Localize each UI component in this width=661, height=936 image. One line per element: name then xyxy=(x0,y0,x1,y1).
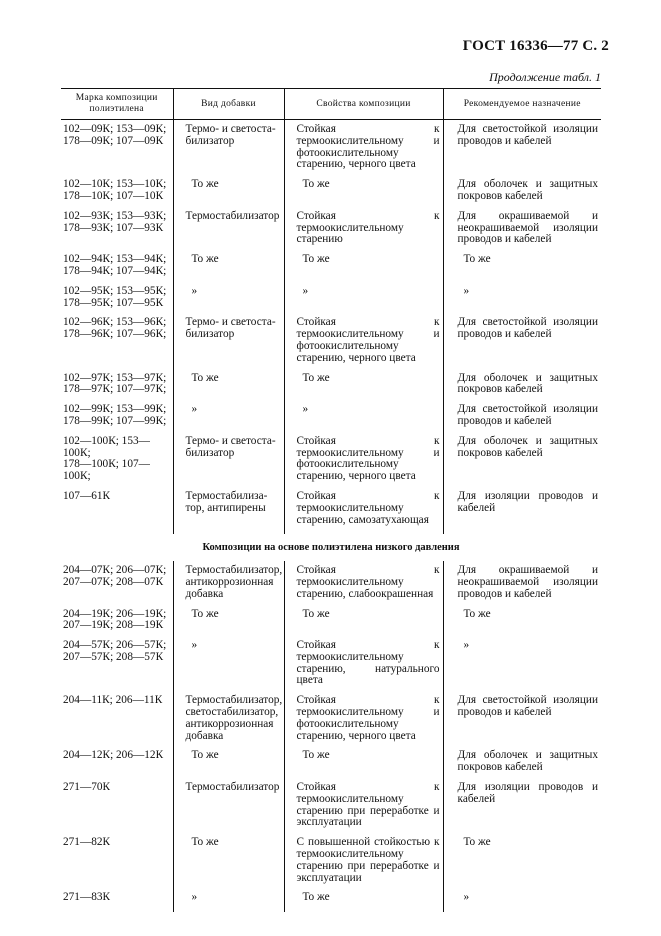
cell-additive: То же xyxy=(173,373,284,405)
cell-additive: То же xyxy=(173,179,284,211)
table-body-high-pressure xyxy=(61,120,601,535)
cell-grade: 102—99К; 153—99К; 178—99К; 107—99К; xyxy=(63,403,167,427)
cell-properties: То же xyxy=(284,254,443,286)
table-continuation-label: Продолжение табл. 1 xyxy=(489,70,601,84)
cell-properties: Стойкая к термоокислительному старению, натурального цвета xyxy=(284,640,443,695)
table-row xyxy=(61,837,601,892)
cell-additive: Термо- и светоста- билизатор xyxy=(173,436,284,491)
cell-properties: Стойкая к термоокислительному старению при переработке и эксплуатации xyxy=(284,782,443,837)
cell-use: Для изоляции проводов и кабелей xyxy=(443,782,601,837)
cell-properties: То же xyxy=(284,179,443,211)
cell-additive: То же xyxy=(173,750,284,782)
cell-additive: Термостабилизатор, светостабилизатор, антикоррозионная добавка xyxy=(173,695,284,750)
table-row xyxy=(61,404,601,436)
col-header-use: Рекомендуемое назначение xyxy=(443,89,601,120)
cell-additive: Термостабилизатор, антикоррозионная добавка xyxy=(173,561,284,608)
cell-properties: То же xyxy=(284,892,443,912)
cell-use: Для оболочек и защитных покровов кабелей xyxy=(443,179,601,211)
cell-grade: 102—09К; 153—09К; 178—09К; 107—09К xyxy=(63,123,167,147)
cell-grade: 204—07К; 206—07К; 207—07К; 208—07К xyxy=(63,564,167,588)
cell-grade: 102—10К; 153—10К; 178—10К; 107—10К xyxy=(63,178,167,202)
cell-additive: То же xyxy=(173,837,284,892)
cell-grade: 204—57К; 206—57К; 207—57К; 208—57К xyxy=(63,639,167,663)
cell-grade: 102—100К; 153—100К; 178—100К; 107—100К; xyxy=(63,434,150,483)
table-row xyxy=(61,491,601,534)
cell-properties: Стойкая к термоокислительному и фотоокислительному старению, черного цвета xyxy=(284,695,443,750)
cell-grade: 102—94К; 153—94К; 178—94К; 107—94К; xyxy=(63,253,167,277)
cell-use: То же xyxy=(443,254,601,286)
table-row xyxy=(61,782,601,837)
table-header-row xyxy=(61,89,601,120)
cell-grade: 102—97К; 153—97К; 178—97К; 107—97К; xyxy=(63,371,167,396)
cell-grade: 271—70К xyxy=(63,781,111,794)
cell-use: » xyxy=(443,892,601,912)
table-row xyxy=(61,373,601,405)
document-code: ГОСТ 16336—77 С. 2 xyxy=(462,38,609,54)
cell-grade: 271—83К xyxy=(63,891,111,904)
cell-properties: С повышенной стойкостью к термоокислительному старению при переработке и эксплуатации xyxy=(284,837,443,892)
cell-properties: То же xyxy=(284,373,443,405)
cell-properties: Стойкая к термоокислительному и фотоокислительному старению, черного цвета xyxy=(284,436,443,491)
table-row xyxy=(61,892,601,912)
table-row xyxy=(61,640,601,695)
cell-properties: Стойкая к термоокислительному и фотоокислительному старению, черного цвета xyxy=(284,120,443,180)
table-row xyxy=(61,561,601,608)
cell-properties: » xyxy=(284,404,443,436)
cell-use: То же xyxy=(443,837,601,892)
table-row xyxy=(61,179,601,211)
cell-grade: 102—95К; 153—95К; 178—95К; 107—95К xyxy=(63,284,167,309)
cell-additive: Термо- и светоста- билизатор xyxy=(173,120,284,180)
cell-properties: То же xyxy=(284,750,443,782)
col-header-additive: Вид добавки xyxy=(173,89,284,120)
cell-properties: Стойкая к термоокислительному старению xyxy=(284,211,443,254)
cell-additive: Термостабилиза- тор, антипирены xyxy=(173,491,284,534)
table-row xyxy=(61,254,601,286)
cell-grade: 102—93К; 153—93К; 178—93К; 107—93К xyxy=(63,209,167,234)
cell-properties: То же xyxy=(284,609,443,641)
cell-properties: » xyxy=(284,286,443,318)
cell-use: Для оболочек и защитных покровов кабелей xyxy=(443,436,601,491)
cell-use: Для светостойкой изоляции проводов и кабелей xyxy=(443,120,601,180)
cell-additive: То же xyxy=(173,254,284,286)
cell-properties: Стойкая к термоокислительному старению, самозатухающая xyxy=(284,491,443,534)
table-row xyxy=(61,211,601,254)
cell-use: Для окрашиваемой и неокрашиваемой изоляции проводов и кабелей xyxy=(443,561,601,608)
cell-use: Для светостойкой изоляции проводов и кабелей xyxy=(443,404,601,436)
col-header-properties: Свойства композиции xyxy=(284,89,443,120)
cell-grade: 204—12К; 206—12К xyxy=(63,749,164,762)
cell-additive: Термостабилизатор xyxy=(173,211,284,254)
cell-use: Для оболочек и защитных покровов кабелей xyxy=(443,750,601,782)
cell-properties: Стойкая к термоокислительному старению, слабоокрашенная xyxy=(284,561,443,608)
col-header-grade: Марка композиции полиэтилена xyxy=(61,89,173,120)
table-row xyxy=(61,609,601,641)
cell-additive: » xyxy=(173,286,284,318)
cell-additive: Термостабилизатор xyxy=(173,782,284,837)
table-row xyxy=(61,436,601,491)
cell-additive: » xyxy=(173,892,284,912)
cell-additive: » xyxy=(173,640,284,695)
cell-use: Для окрашиваемой и неокрашиваемой изоляции проводов и кабелей xyxy=(443,211,601,254)
cell-additive: » xyxy=(173,404,284,436)
cell-grade: 107—61К xyxy=(63,489,111,502)
table-row xyxy=(61,120,601,180)
cell-use: То же xyxy=(443,609,601,641)
cell-grade: 204—11К; 206—11К xyxy=(63,694,163,707)
table-row xyxy=(61,317,601,372)
section-title: Композиции на основе полиэтилена низкого давления xyxy=(202,542,460,554)
cell-use: Для оболочек и защитных покровов кабелей xyxy=(443,373,601,405)
cell-use: » xyxy=(443,640,601,695)
cell-grade: 204—19К; 206—19К; 207—19К; 208—19К xyxy=(63,607,167,632)
cell-grade: 102—96К; 153—96К; 178—96К; 107—96К; xyxy=(63,316,167,341)
cell-additive: То же xyxy=(173,609,284,641)
cell-use: » xyxy=(443,286,601,318)
table-row xyxy=(61,750,601,782)
composition-table xyxy=(61,88,601,912)
table-row xyxy=(61,286,601,318)
cell-use: Для светостойкой изоляции проводов и кабелей xyxy=(443,695,601,750)
table-body-low-pressure xyxy=(61,561,601,912)
cell-properties: Стойкая к термоокислительному и фотоокислительному старению, черного цвета xyxy=(284,317,443,372)
cell-use: Для светостойкой изоляции проводов и кабелей xyxy=(443,317,601,372)
cell-grade: 271—82К xyxy=(63,836,111,849)
table-row xyxy=(61,695,601,750)
cell-use: Для изоляции проводов и кабелей xyxy=(443,491,601,534)
cell-additive: Термо- и светоста- билизатор xyxy=(173,317,284,372)
section-row xyxy=(61,534,601,561)
